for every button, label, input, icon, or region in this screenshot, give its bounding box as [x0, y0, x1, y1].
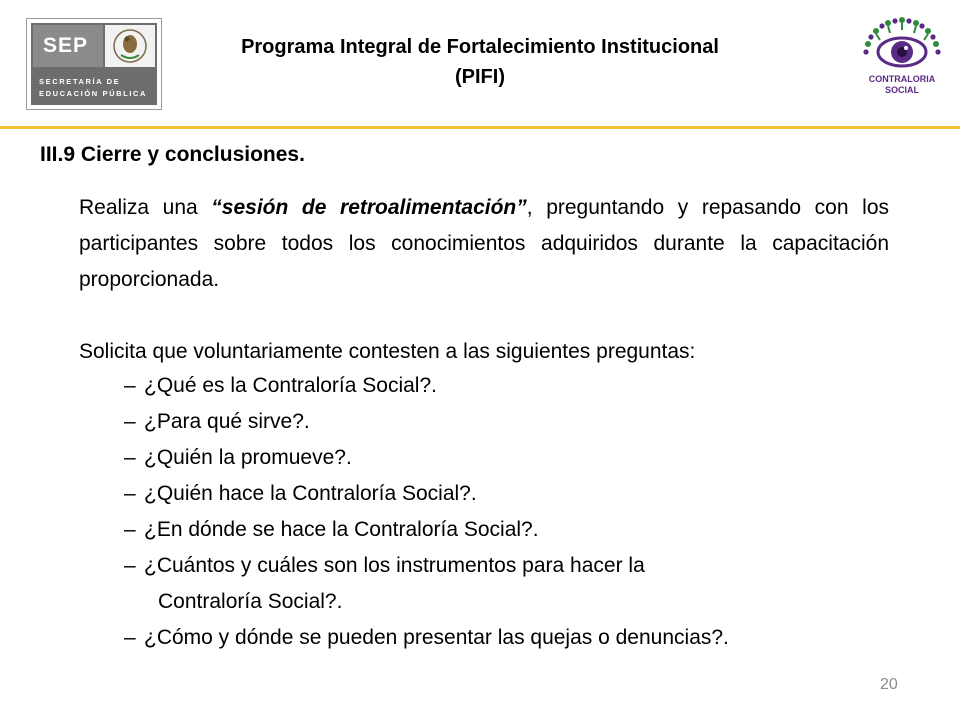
question-text: ¿Quién la promueve?.	[144, 446, 352, 469]
sep-abbr-box	[33, 25, 103, 67]
sep-logo-panel	[31, 23, 157, 105]
dash-bullet: ‒	[124, 374, 136, 397]
sep-line1: SECRETARÍA DE	[39, 77, 121, 86]
question-text: ¿En dónde se hace la Contraloría Social?.	[144, 518, 539, 541]
paragraph-feedback-session	[79, 190, 889, 298]
list-item	[120, 440, 910, 476]
contraloria-eye-icon	[858, 14, 946, 106]
paragraph-questions-intro: Solicita que voluntariamente contesten a las siguientes preguntas:	[79, 340, 696, 363]
page-number: 20	[880, 676, 898, 693]
question-text: ¿Qué es la Contraloría Social?.	[144, 374, 437, 397]
question-text: ¿Quién hace la Contraloría Social?.	[144, 482, 477, 505]
section-heading: III.9 Cierre y conclusiones.	[40, 143, 305, 166]
header-divider	[0, 126, 960, 129]
questions-list	[120, 368, 910, 656]
para1-before: Realiza una	[79, 196, 212, 219]
dash-bullet: ‒	[124, 554, 136, 577]
list-item	[120, 476, 910, 512]
list-item	[120, 512, 910, 548]
contraloria-logo-line2: SOCIAL	[884, 85, 920, 95]
list-item	[120, 368, 910, 404]
sep-logo	[26, 18, 162, 110]
dash-bullet: ‒	[124, 446, 136, 469]
sep-abbr: SEP	[43, 34, 89, 57]
title-line-1: Programa Integral de Fortalecimiento Institucional	[241, 36, 719, 58]
dash-bullet: ‒	[124, 482, 136, 505]
list-item	[120, 620, 910, 656]
dash-bullet: ‒	[124, 518, 136, 541]
mexico-seal-icon	[105, 25, 155, 67]
contraloria-social-logo	[858, 14, 946, 106]
para1-quote: “sesión de retroalimentación”	[211, 196, 527, 219]
question-text-continued: Contraloría Social?.	[158, 590, 343, 613]
list-item	[120, 404, 910, 440]
question-text: ¿Para qué sirve?.	[144, 410, 310, 433]
question-text: ¿Cómo y dónde se pueden presentar las quejas o denuncias?.	[144, 626, 729, 649]
dash-bullet: ‒	[124, 410, 136, 433]
page-title	[200, 32, 760, 92]
dash-bullet: ‒	[124, 626, 136, 649]
title-line-2: (PIFI)	[455, 66, 505, 88]
question-text: ¿Cuántos y cuáles son los instrumentos para hacer la	[144, 554, 645, 577]
list-item	[120, 548, 910, 620]
para1-after: , preguntando y repasando con los participantes sobre todos los conocimientos adquiridos durante la capacitación proporcionada.	[79, 196, 889, 291]
contraloria-logo-line1: CONTRALORIA	[868, 74, 936, 84]
sep-line2: EDUCACIÓN PÚBLICA	[39, 89, 148, 98]
